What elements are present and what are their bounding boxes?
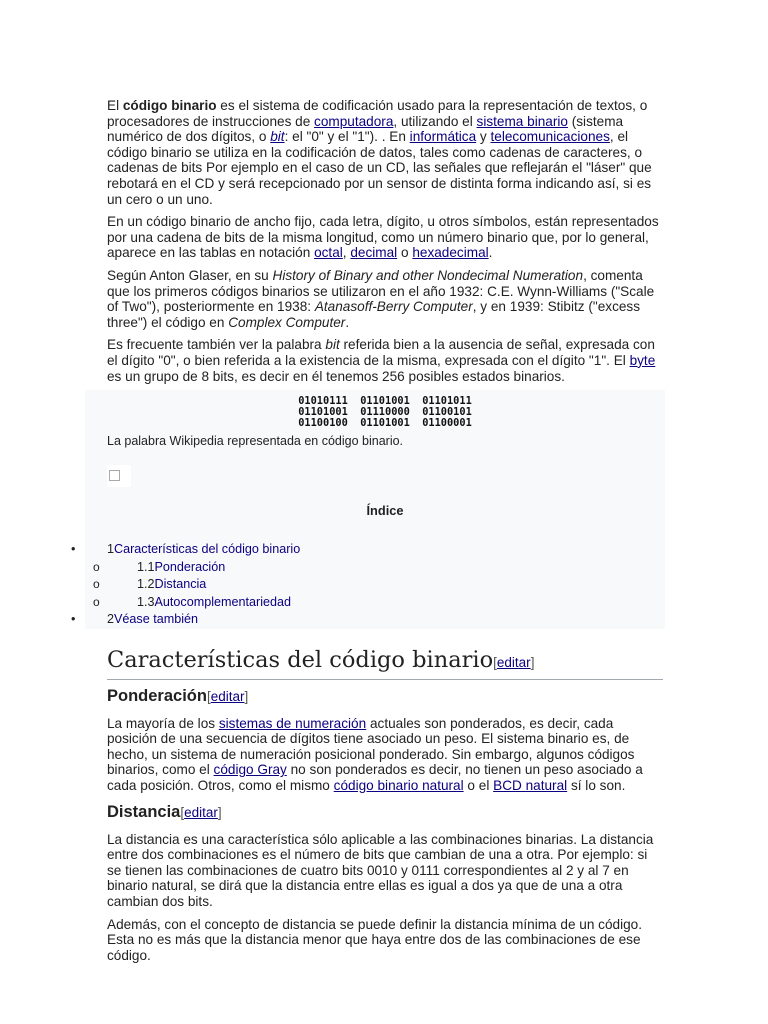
edit-link[interactable]: editar: [496, 654, 531, 670]
edit-section-link: [180, 805, 221, 820]
text: .: [488, 245, 493, 261]
bit-paragraph: [107, 337, 663, 384]
toc-toggle[interactable]: [107, 465, 131, 487]
link-decimal[interactable]: decimal: [350, 245, 398, 261]
sub-bullet: o: [93, 577, 100, 592]
ponderacion-paragraph: [107, 716, 663, 794]
bracket: [: [493, 654, 497, 670]
toc-title: Índice: [366, 503, 404, 519]
text: o el: [463, 777, 494, 793]
sub-bullet: o: [93, 559, 100, 574]
link-telecomunicaciones[interactable]: telecomunicaciones: [490, 129, 610, 145]
toc-link-caracteristicas[interactable]: [107, 542, 300, 556]
edit-link[interactable]: editar: [210, 688, 245, 704]
distancia-paragraph-1: La distancia es una característica sólo aplicable a las combinaciones binarias. La distancia entre dos combinaciones es el número de bits que cambian de una a otra. Por ejemplo: si se tienen las combinaciones de cuatro bits 0010 y 0111 correspondientes al 2 y al 7 en binario natural, se dirá que la distancia entre ellas es igual a dos ya que de una a otra cambian dos bits.: [107, 831, 654, 909]
image-caption: La palabra Wikipedia representada en código binario.: [107, 434, 404, 449]
link-informatica[interactable]: informática: [409, 129, 477, 145]
bracket: ]: [217, 804, 222, 820]
term-italic: bit: [325, 337, 340, 353]
toc-label: Véase también: [114, 612, 199, 627]
binary-row: 01101001 01110000 01100101: [298, 406, 472, 419]
link-computadora[interactable]: computadora: [314, 113, 394, 129]
toc-label: Distancia: [154, 577, 207, 592]
fixed-width-paragraph: [107, 214, 663, 261]
figure-and-toc-box: [71, 390, 665, 629]
toc-item-1-1[interactable]: [85, 559, 663, 577]
toc-link-distancia[interactable]: [137, 577, 206, 591]
toc-label: Características del código binario: [114, 542, 301, 557]
bracket: ]: [244, 688, 249, 704]
link-bit[interactable]: [270, 129, 284, 144]
toc-link-vease-tambien[interactable]: [107, 612, 198, 626]
history-paragraph: [107, 268, 663, 330]
heading-text: Ponderación: [107, 686, 207, 705]
toc-link-ponderacion[interactable]: [137, 560, 225, 574]
link-hexadecimal[interactable]: hexadecimal: [412, 245, 489, 261]
text: o: [397, 245, 413, 261]
text: es el sistema de codificación usado para la representación de textos, o procesadores de instrucciones de: [107, 98, 648, 129]
link-octal[interactable]: octal: [314, 245, 343, 261]
text: , utilizando el: [393, 113, 477, 129]
book-title: History of Binary and other Nondecimal Numeration: [272, 267, 584, 283]
link-byte[interactable]: byte: [629, 352, 656, 368]
link-bcd-natural[interactable]: BCD natural: [493, 777, 568, 793]
section-heading-caracteristicas: [107, 645, 663, 680]
link-codigo-binario-natural[interactable]: código binario natural: [333, 777, 464, 793]
bracket: [: [206, 688, 211, 704]
distancia-paragraph-2: Además, con el concepto de distancia se puede definir la distancia mínima de un código. Esta no es más que la distancia menor que haya entre dos de las combinaciones de ese código.: [107, 916, 643, 963]
text: no son ponderados es decir, no tienen un peso asociado a cada posición. Otros, como el mismo: [107, 762, 643, 793]
toc-item-2[interactable]: [71, 611, 663, 629]
link-sistemas-de-numeracion[interactable]: sistemas de numeración: [218, 715, 367, 731]
text: , comenta que los primeros códigos binarios se utilizaron en el año 1932: C.E. Wynn-Williams ("Scale of Two"), posteriormente en 1938:: [107, 267, 655, 315]
edit-section-link: [493, 655, 534, 670]
toc-label: Ponderación: [154, 559, 226, 574]
toc-sublist: [93, 559, 663, 612]
term-bold: código binario: [122, 98, 217, 113]
text: , y en 1939: Stibitz ("excess three") el código en: [107, 299, 641, 330]
text: : el "0" y el "1"). . En: [284, 129, 410, 145]
bullet: •: [71, 612, 76, 627]
bracket: [: [180, 804, 185, 820]
section-heading-ponderacion: [107, 685, 663, 708]
article-body: [71, 98, 663, 970]
toc-label: Autocomplementariedad: [154, 594, 292, 609]
bracket: ]: [530, 654, 535, 670]
section-heading-distancia: [107, 801, 663, 824]
text: (sistema numérico de dos dígitos, o: [107, 113, 624, 145]
toc-number: 2: [107, 612, 115, 627]
intro-paragraph: [107, 98, 663, 207]
computer-name: Atanasoff-Berry Computer: [314, 299, 473, 315]
binary-row: 01010111 01101001 01101011: [298, 395, 472, 408]
sub-bullet: o: [93, 594, 100, 609]
text: ,: [342, 245, 351, 261]
bullet: •: [71, 542, 76, 557]
text: La mayoría de los: [107, 715, 219, 731]
edit-section-link: [207, 689, 248, 704]
toc-checkbox[interactable]: [109, 470, 120, 481]
toc-item-1[interactable]: [71, 541, 663, 611]
text: y: [476, 129, 491, 145]
toc-number: 1: [107, 542, 115, 557]
text: sí lo son.: [567, 777, 626, 793]
text: referida bien a la ausencia de señal, expresada con el dígito "0", o bien referida a la existencia de la misma, expresada con el dígito "1". El: [107, 337, 655, 368]
toc-item-1-2[interactable]: [85, 576, 663, 594]
text: , el código binario se utiliza en la codificación de datos, tales como cadenas de caracteres, o cadenas de bits Por ejemplo en el caso de un CD, las señales que reflejarán el "láser" que rebotará en el CD y será recepcionado por un sensor de distinta forma indicando así, si es un cero o un uno.: [107, 129, 652, 207]
text: Es frecuente también ver la palabra: [107, 337, 326, 353]
binary-wikipedia-image: [107, 394, 663, 429]
text: Según Anton Glaser, en su: [107, 267, 273, 283]
text: En un código binario de ancho fijo, cada letra, dígito, u otros símbolos, están representados por una cadena de bits de la misma longitud, como un número binario que, por lo general, aparece en las tablas en notación: [107, 214, 659, 261]
binary-row: 01100100 01101001 01100001: [298, 417, 472, 430]
toc-number: 1.2: [137, 577, 155, 592]
text: es un grupo de 8 bits, es decir en él tenemos 256 posibles estados binarios.: [107, 368, 565, 384]
edit-link[interactable]: editar: [184, 804, 218, 820]
heading-text: Distancia: [107, 802, 181, 821]
text: actuales son ponderados, es decir, cada posición de una secuencia de dígitos tiene asociado un peso. El sistema binario es, de hecho, un sistema de numeración posicional ponderado. Sin embargo, algunos códigos binarios, como el: [107, 715, 635, 778]
link-sistema-binario[interactable]: sistema binario: [476, 113, 568, 129]
toc-number: 1.3: [137, 594, 155, 609]
link-bit-text: bit: [270, 129, 285, 145]
text: El: [107, 98, 123, 113]
text: .: [345, 314, 350, 330]
toc-number: 1.1: [137, 559, 155, 574]
heading-text: Características del código binario: [107, 646, 494, 673]
link-codigo-gray[interactable]: código Gray: [213, 762, 287, 778]
toc-list: [71, 541, 663, 629]
toc-item-1-3[interactable]: [85, 594, 663, 612]
toc-link-autocomplementariedad[interactable]: [137, 595, 291, 609]
computer-name: Complex Computer: [228, 314, 346, 330]
